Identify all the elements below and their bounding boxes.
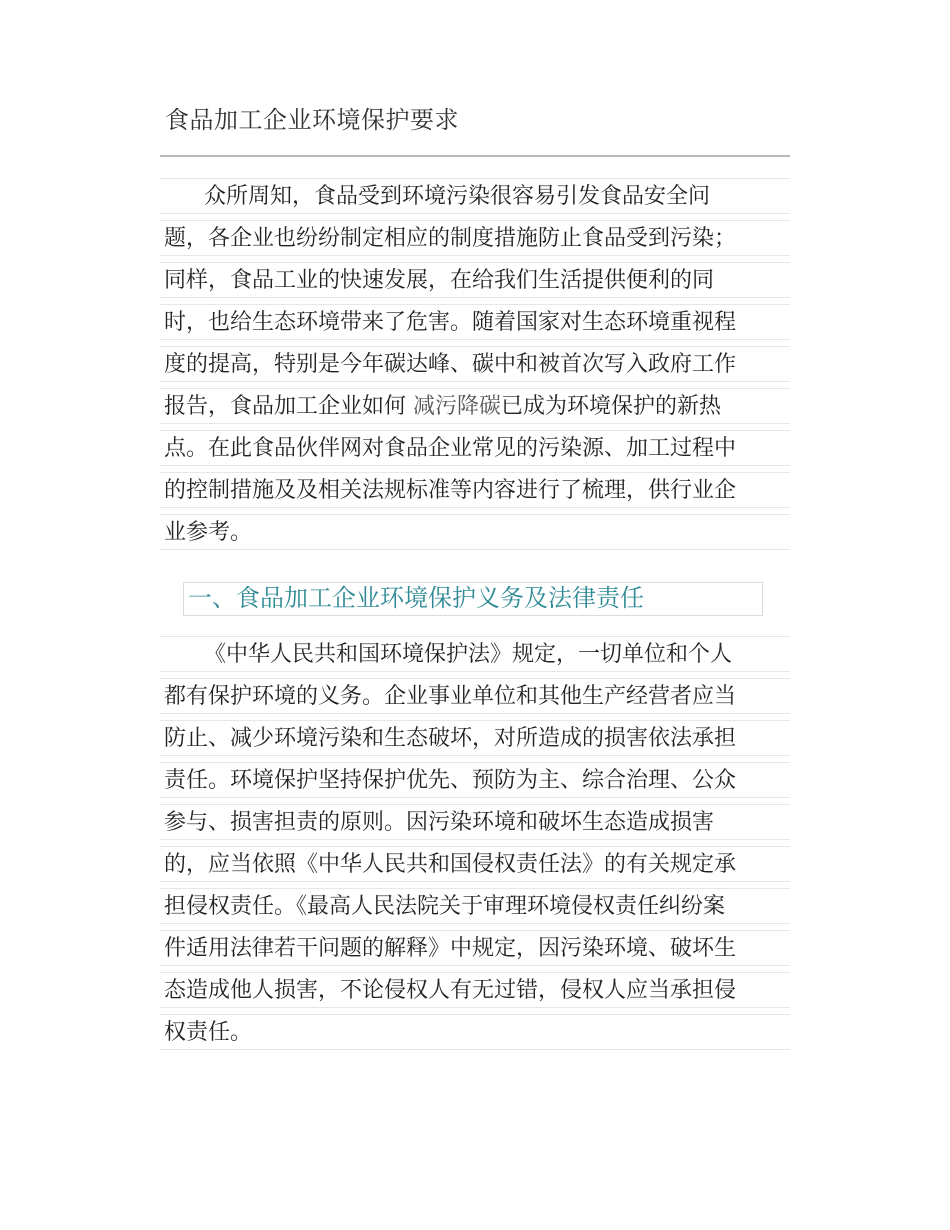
paragraph-line: 业参考。 — [160, 514, 790, 550]
paragraph-line: 时，也给生态环境带来了危害。随着国家对生态环境重视程 — [160, 304, 790, 340]
paragraph-line: 态造成他人损害，不论侵权人有无过错，侵权人应当承担侵 — [160, 972, 790, 1008]
paragraph-line: 点。在此食品伙伴网对食品企业常见的污染源、加工过程中 — [160, 430, 790, 466]
paragraph-line: 防止、减少环境污染和生态破坏，对所造成的损害依法承担 — [160, 720, 790, 756]
paragraph-line: 度的提高，特别是今年碳达峰、碳中和被首次写入政府工作 — [160, 346, 790, 382]
paragraph-line — [160, 388, 790, 424]
paragraph-line: 件适用法律若干问题的解释》中规定，因污染环境、破坏生 — [160, 930, 790, 966]
paragraph-line: 的控制措施及及相关法规标准等内容进行了梳理，供行业企 — [160, 472, 790, 508]
paragraph-line: 同样，食品工业的快速发展，在给我们生活提供便利的同 — [160, 262, 790, 298]
paragraph-text: 已成为环境保护的新热 — [501, 394, 722, 419]
intro-paragraph — [160, 178, 790, 556]
paragraph-line: 众所周知，食品受到环境污染很容易引发食品安全问 — [160, 178, 790, 214]
paragraph-line: 的，应当依照《中华人民共和国侵权责任法》的有关规定承 — [160, 846, 790, 882]
document-title: 食品加工企业环境保护要求 — [165, 106, 459, 134]
paragraph-line: 《中华人民共和国环境保护法》规定，一切单位和个人 — [160, 636, 790, 672]
paragraph-text: 报告，食品加工企业如何 — [164, 394, 413, 419]
section-heading: 一、食品加工企业环境保护义务及法律责任 — [183, 582, 763, 616]
paragraph-line: 责任。环境保护坚持保护优先、预防为主、综合治理、公众 — [160, 762, 790, 798]
paragraph-line: 都有保护环境的义务。企业事业单位和其他生产经营者应当 — [160, 678, 790, 714]
highlighted-term: 减污降碳 — [413, 394, 502, 419]
section-1-paragraph — [160, 636, 790, 1056]
title-divider — [160, 155, 790, 157]
paragraph-line: 题，各企业也纷纷制定相应的制度措施防止食品受到污染； — [160, 220, 790, 256]
paragraph-line: 担侵权责任。《最高人民法院关于审理环境侵权责任纠纷案 — [160, 888, 790, 924]
paragraph-line: 权责任。 — [160, 1014, 790, 1050]
paragraph-line: 参与、损害担责的原则。因污染环境和破坏生态造成损害 — [160, 804, 790, 840]
